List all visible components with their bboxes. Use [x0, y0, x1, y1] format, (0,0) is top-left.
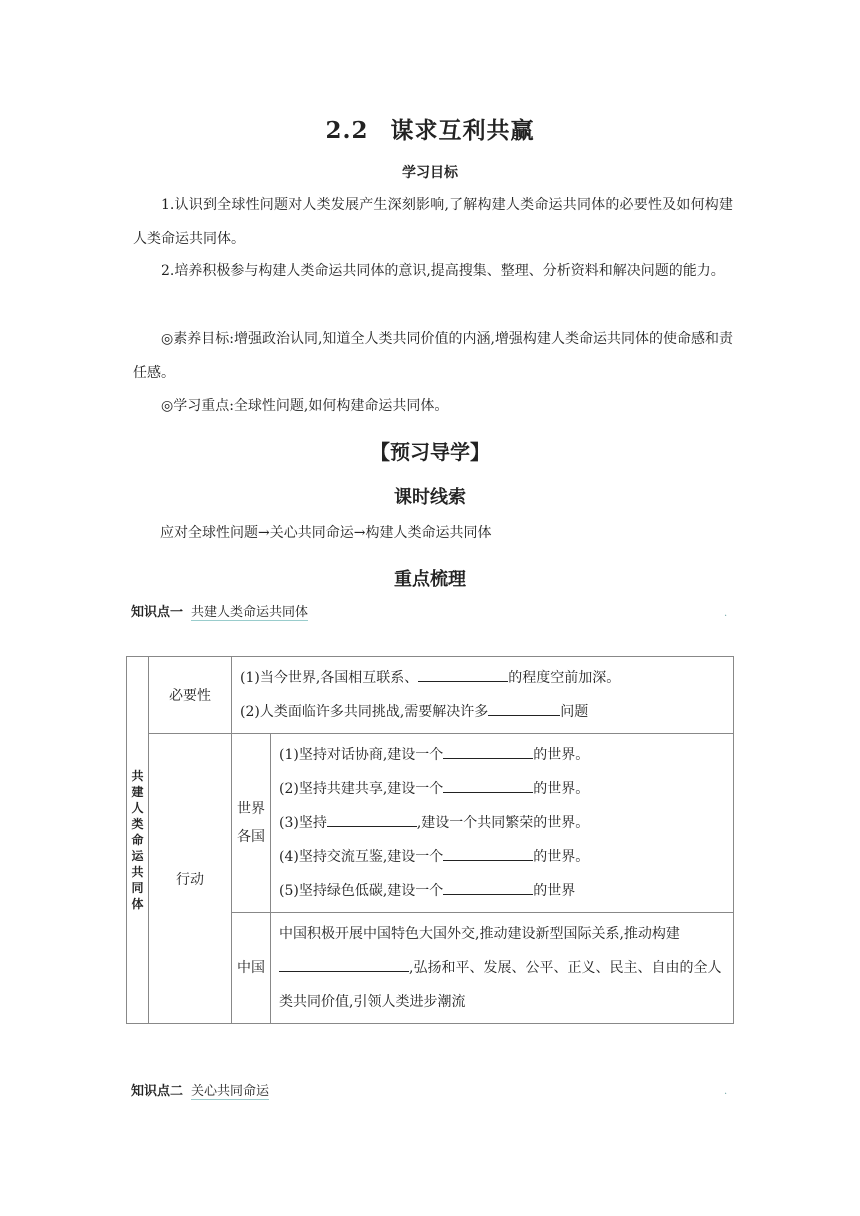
preview-heading: 【预习导学】 [370, 440, 490, 464]
necessity-label: 必要性 [149, 657, 232, 734]
knowledge-point-2 [131, 1080, 269, 1099]
blank[interactable] [418, 667, 508, 682]
decor-dot: . [724, 1086, 728, 1097]
blank[interactable] [443, 846, 533, 861]
clue-heading: 课时线索 [394, 487, 466, 508]
knowledge-point-1 [131, 601, 308, 620]
kp-name: 共建人类命运共同体 [191, 605, 309, 620]
section-title-text: 谋求互利共赢 [390, 118, 535, 144]
action-label: 行动 [149, 734, 232, 1024]
objective-literacy: ◎素养目标:增强政治认同,知道全人类共同价值的内涵,增强构建人类命运共同体的使命感和责任感。 [133, 331, 733, 381]
necessity-content: (1)当今世界,各国相互联系、 的程度空前加深。 (2)人类面临许多共同挑战,需要解决许多 问题 [232, 657, 734, 734]
objective-2: 2.培养积极参与构建人类命运共同体的意识,提高搜集、整理、分析资料和解决问题的能力。 [161, 263, 725, 279]
decor-dot: . [724, 608, 728, 619]
blank[interactable] [488, 701, 560, 716]
blank[interactable] [327, 812, 417, 827]
blank[interactable] [279, 957, 409, 972]
kp-label: 知识点一 [131, 605, 184, 620]
objective-1: 1.认识到全球性问题对人类发展产生深刻影响,了解构建人类命运共同体的必要性及如何构建人类命运共同体。 [133, 197, 733, 247]
blank[interactable] [443, 778, 533, 793]
china-label: 中国 [232, 913, 271, 1024]
section-number: 2.2 [325, 117, 369, 144]
table-side-label: 共 建 人 类 命 运 共 同 体 [127, 657, 149, 1024]
world-label: 世界 各国 [232, 734, 271, 913]
blank[interactable] [443, 880, 533, 895]
china-content: 中国积极开展中国特色大国外交,推动建设新型国际关系,推动构建,弘扬和平、发展、公平、正义、民主、自由的全人类共同价值,引领人类进步潮流 [271, 913, 734, 1024]
knowledge-table [126, 656, 734, 1024]
kp-label: 知识点二 [131, 1084, 184, 1099]
key-heading: 重点梳理 [394, 569, 466, 590]
kp-name: 关心共同命运 [191, 1084, 270, 1099]
objectives-heading: 学习目标 [402, 165, 458, 181]
clue-text: 应对全球性问题→关心共同命运→构建人类命运共同体 [160, 525, 492, 541]
section-title [0, 112, 860, 145]
world-content: (1)坚持对话协商,建设一个 的世界。 (2)坚持共建共享,建设一个 的世界。 (3)坚持 ,建设一个共同繁荣的世界。 (4)坚持交流互鉴,建设一个 的世界。 (5)坚持绿色低碳,建设一个 的世界 [271, 734, 734, 913]
blank[interactable] [443, 744, 533, 759]
objective-focus: ◎学习重点:全球性问题,如何构建命运共同体。 [161, 398, 449, 414]
